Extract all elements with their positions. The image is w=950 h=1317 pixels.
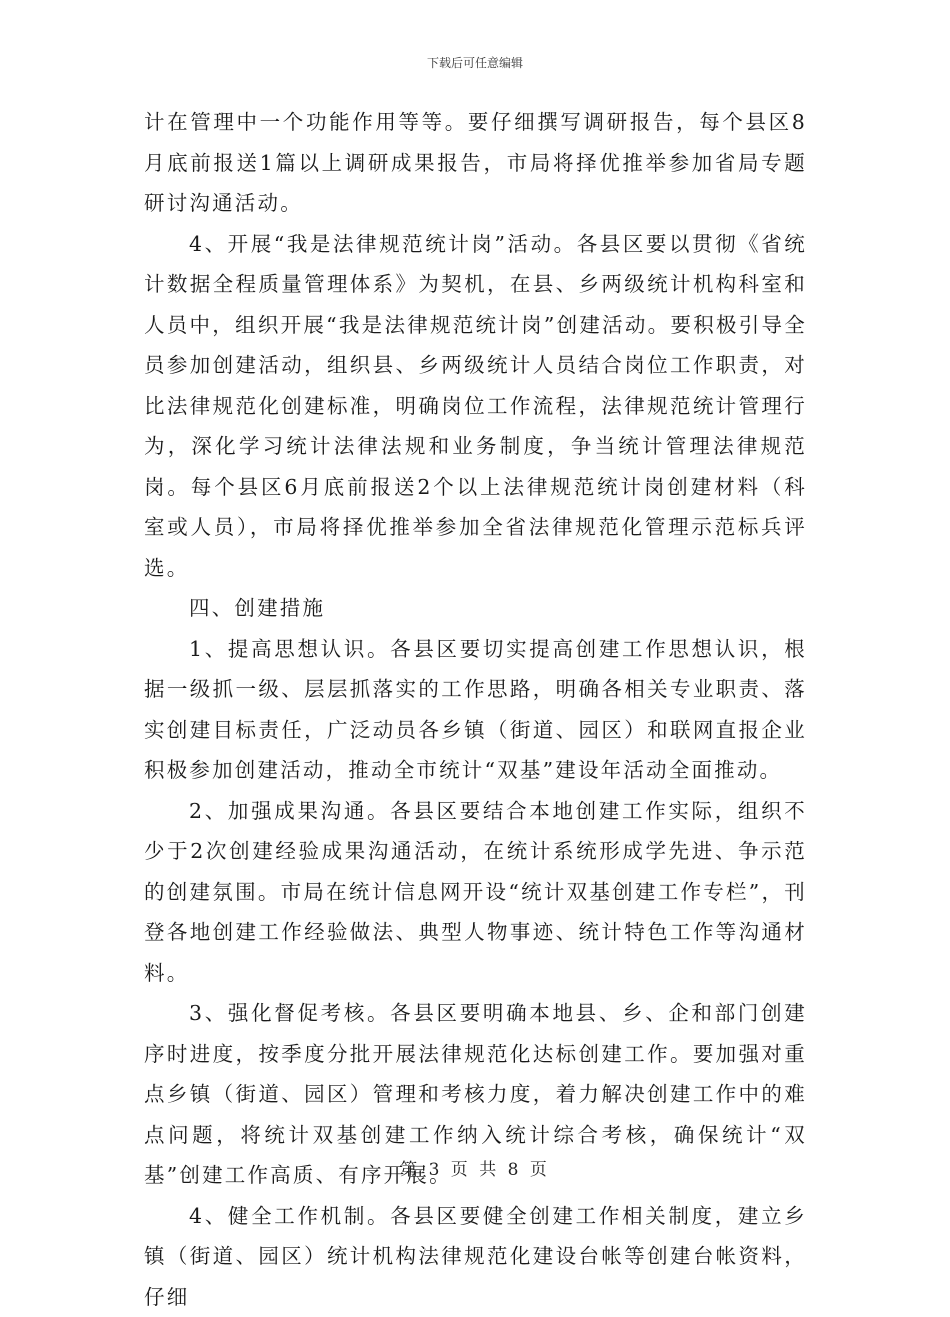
paragraph-measure-2: 2、加强成果沟通。各县区要结合本地创建工作实际，组织不少于2次创建经验成果沟通活动，在统计系统形成学先进、争示范的创建氛围。市局在统计信息网开设“统计双基创建工作专栏”，刊登各地创建工作经验做法、典型人物事迹、统计特色工作等沟通材料。 (144, 791, 807, 994)
paragraph-measure-4: 4、健全工作机制。各县区要健全创建工作相关制度，建立乡镇（街道、园区）统计机构法律规范化建设台帐等创建台帐资料，仔细 (144, 1196, 807, 1317)
paragraph-measure-1: 1、提高思想认识。各县区要切实提高创建工作思想认识，根据一级抓一级、层层抓落实的工作思路，明确各相关专业职责、落实创建目标责任，广泛动员各乡镇（街道、园区）和联网直报企业积极参加创建活动，推动全市统计“双基”建设年活动全面推动。 (144, 629, 807, 791)
document-body (144, 102, 807, 1317)
paragraph-measure-3: 3、强化督促考核。各县区要明确本地县、乡、企和部门创建序时进度，按季度分批开展法律规范化达标创建工作。要加强对重点乡镇（街道、园区）管理和考核力度，着力解决创建工作中的难点问题，将统计双基创建工作纳入统计综合考核，确保统计“双基”创建工作高质、有序开展。 (144, 993, 807, 1196)
paragraph-continuation: 计在管理中一个功能作用等等。要仔细撰写调研报告，每个县区8月底前报送1篇以上调研成果报告，市局将择优推举参加省局专题研讨沟通活动。 (144, 102, 807, 224)
paragraph-item-4-legal-post: 4、开展“我是法律规范统计岗”活动。各县区要以贯彻《省统计数据全程质量管理体系》为契机，在县、乡两级统计机构科室和人员中，组织开展“我是法律规范统计岗”创建活动。要积极引导全员参加创建活动，组织县、乡两级统计人员结合岗位工作职责，对比法律规范化创建标准，明确岗位工作流程，法律规范统计管理行为，深化学习统计法律法规和业务制度，争当统计管理法律规范岗。每个县区6月底前报送2个以上法律规范统计岗创建材料（科室或人员），市局将择优推举参加全省法律规范化管理示范标兵评选。 (144, 224, 807, 589)
page-number: 第 3 页 共 8 页 (0, 1155, 950, 1180)
section-heading-measures: 四、创建措施 (144, 588, 807, 629)
page-header-note: 下载后可任意编辑 (0, 54, 950, 71)
